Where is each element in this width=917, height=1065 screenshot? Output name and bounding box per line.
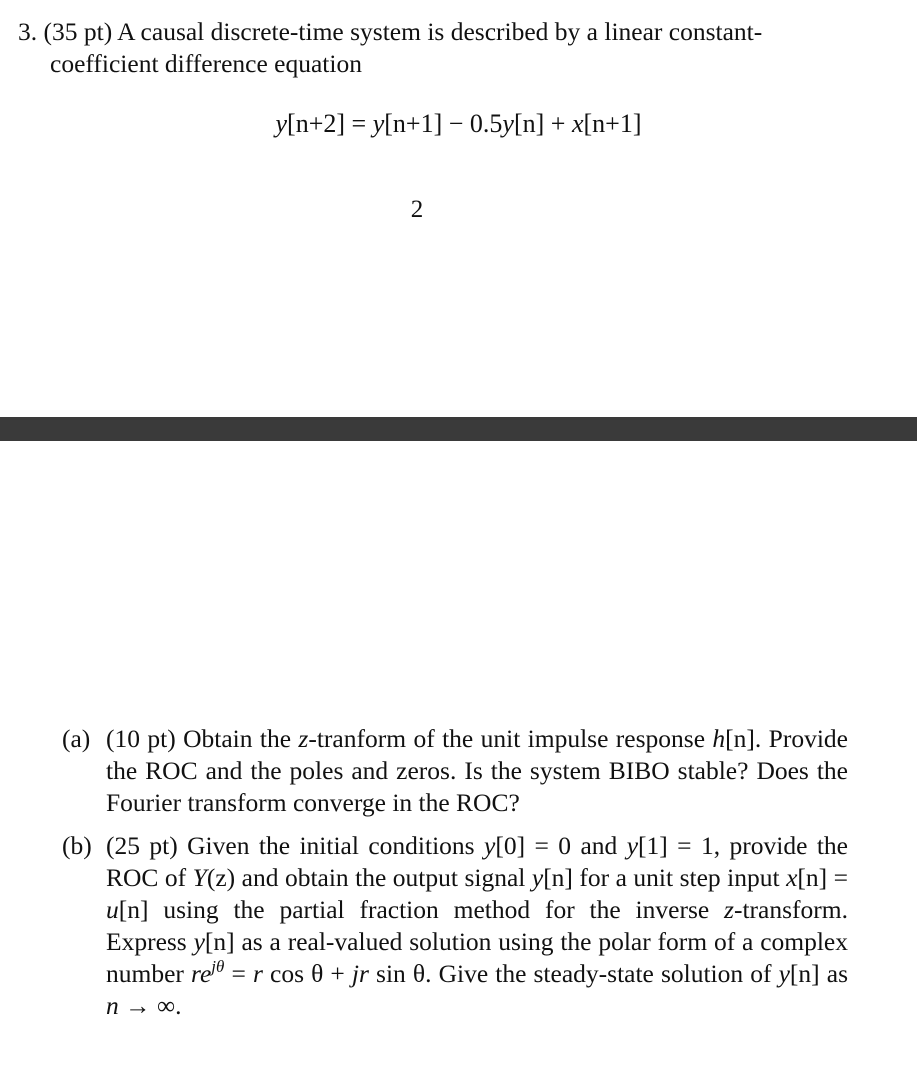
eq-arg: [n] <box>513 109 545 138</box>
text-run: as <box>819 959 848 988</box>
eq-operator: + <box>544 109 572 138</box>
math-symbol: y <box>626 831 639 860</box>
math-arg: [n] <box>725 724 755 753</box>
math-exponent: jθ <box>211 957 225 976</box>
eq-operator: = <box>345 109 373 138</box>
math-symbol: z <box>724 895 734 924</box>
math-arg: cos θ + <box>262 959 352 988</box>
problem-text-line1: A causal discrete-time system is described by a linear constant- <box>117 17 763 46</box>
math-symbol: y <box>531 863 544 892</box>
math-symbol: re <box>191 959 212 988</box>
math-arg: [n] <box>118 895 149 924</box>
part-a-text <box>106 723 848 819</box>
problem-header <box>18 16 898 80</box>
math-symbol: n <box>106 991 119 1020</box>
text-run: -transform. Express <box>106 895 848 956</box>
problem-number: 3. <box>18 17 38 46</box>
problem-points: (35 pt) <box>43 17 113 46</box>
math-arg: [n] <box>543 863 573 892</box>
text-run: = <box>224 959 253 988</box>
math-arg: [n] <box>204 927 235 956</box>
text-run: . Provide the ROC and the poles and zeros. Is the system BIBO stable? Does the Fourier transform converge in the ROC? <box>106 724 848 817</box>
math-symbol: jr <box>351 959 369 988</box>
text-run: using the partial fraction method for the inverse <box>148 895 725 924</box>
math-arg: [n] <box>789 959 820 988</box>
math-arg: sin θ <box>368 959 426 988</box>
page-separator <box>0 417 917 441</box>
eq-arg: [n+2] <box>287 109 346 138</box>
math-arg: → ∞. <box>118 991 182 1020</box>
eq-symbol: y <box>502 109 514 138</box>
math-symbol: y <box>484 831 496 860</box>
eq-symbol: y <box>275 109 288 138</box>
math-symbol: x <box>786 863 798 892</box>
math-symbol: y <box>193 927 205 956</box>
part-b-text <box>106 830 848 1022</box>
eq-arg: [n+1] <box>384 109 443 138</box>
text-run: -tranform of the unit impulse response <box>308 724 713 753</box>
math-symbol: h <box>712 724 726 753</box>
math-arg: [0] = 0 <box>495 831 572 860</box>
math-symbol: y <box>778 959 790 988</box>
page-number: 2 <box>410 196 424 223</box>
part-b <box>62 830 848 1022</box>
math-arg: [n] <box>797 863 828 892</box>
problem-text-line2: coefficient difference equation <box>50 49 362 78</box>
part-a <box>62 723 848 819</box>
eq-symbol: x <box>571 109 584 138</box>
math-symbol: Y <box>192 863 207 892</box>
part-b-label: (b) <box>62 831 92 860</box>
text-run: . Give the steady-state solution of <box>425 959 779 988</box>
math-symbol: r <box>252 959 263 988</box>
text-run: for a unit step input <box>572 863 787 892</box>
eq-operator: − 0.5 <box>442 109 503 138</box>
text-run: and obtain the output signal <box>235 863 532 892</box>
text-run: (25 pt) Given the initial conditions <box>106 831 485 860</box>
text-run: and <box>571 831 627 860</box>
text-run: , provide the ROC of <box>106 831 848 892</box>
math-symbol: z <box>298 724 309 753</box>
text-run: = <box>827 863 848 892</box>
eq-symbol: y <box>372 109 385 138</box>
difference-equation <box>0 108 917 140</box>
text-run: (10 pt) Obtain the <box>106 724 299 753</box>
text-run: as a real-valued solution using the polar form of a complex number <box>106 927 849 988</box>
part-a-label: (a) <box>62 724 91 753</box>
math-symbol: u <box>106 895 119 924</box>
math-arg: (z) <box>206 863 236 892</box>
math-arg: [1] = 1 <box>638 831 714 860</box>
eq-arg: [n+1] <box>583 109 642 138</box>
